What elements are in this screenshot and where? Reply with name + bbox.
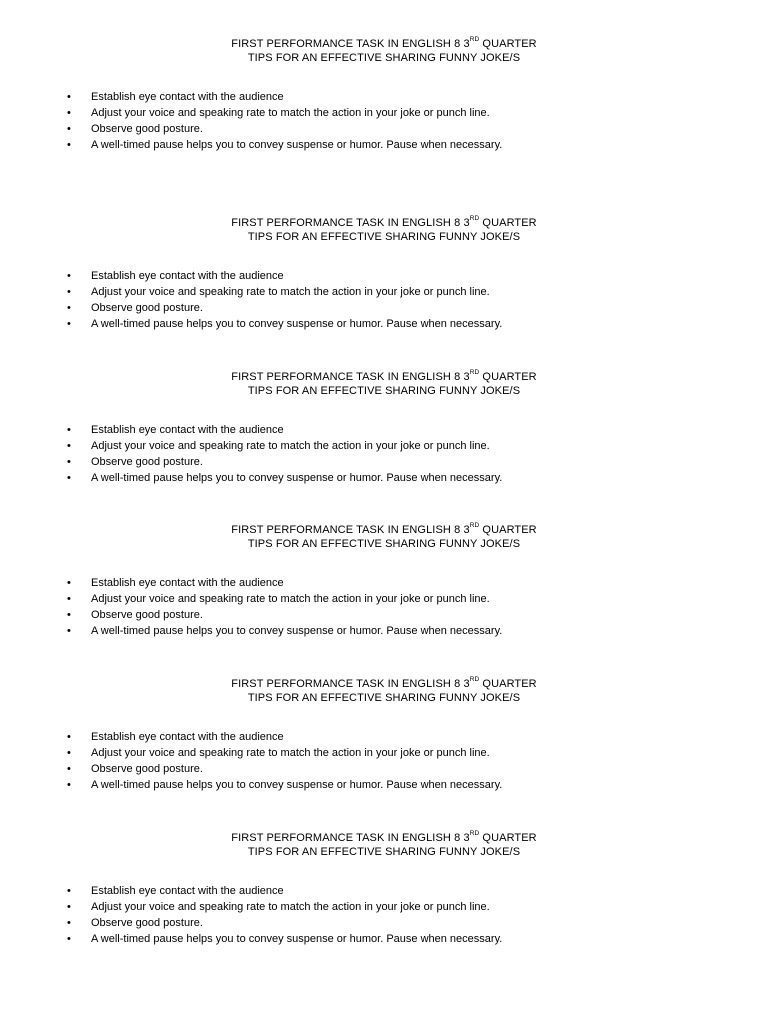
list-item bbox=[0, 761, 768, 777]
bullet-icon: • bbox=[67, 270, 71, 282]
tip-text: Establish eye contact with the audience bbox=[91, 91, 284, 103]
bullet-icon: • bbox=[67, 609, 71, 621]
heading-line-2: TIPS FOR AN EFFECTIVE SHARING FUNNY JOKE/S bbox=[247, 231, 521, 243]
tip-text: A well-timed pause helps you to convey suspense or humor. Pause when necessary. bbox=[91, 625, 503, 637]
tip-text: Adjust your voice and speaking rate to match the action in your joke or punch line. bbox=[91, 901, 490, 913]
list-item bbox=[0, 931, 768, 947]
heading-superscript: RD bbox=[469, 36, 480, 44]
heading-line-2: TIPS FOR AN EFFECTIVE SHARING FUNNY JOKE/S bbox=[247, 538, 521, 550]
tip-text: Observe good posture. bbox=[91, 456, 203, 468]
list-item bbox=[0, 268, 768, 284]
tip-text: A well-timed pause helps you to convey suspense or humor. Pause when necessary. bbox=[91, 472, 503, 484]
bullet-icon: • bbox=[67, 625, 71, 637]
heading-superscript: RD bbox=[469, 369, 480, 377]
bullet-icon: • bbox=[67, 731, 71, 743]
tip-text: A well-timed pause helps you to convey suspense or humor. Pause when necessary. bbox=[91, 779, 503, 791]
bullet-icon: • bbox=[67, 779, 71, 791]
heading-line-1-suffix: QUARTER bbox=[479, 678, 537, 690]
bullet-icon: • bbox=[67, 123, 71, 135]
heading-line-2: TIPS FOR AN EFFECTIVE SHARING FUNNY JOKE/S bbox=[247, 385, 521, 397]
heading-line-1-text: FIRST PERFORMANCE TASK IN ENGLISH 8 3 bbox=[231, 832, 470, 844]
list-item bbox=[0, 422, 768, 438]
bullet-icon: • bbox=[67, 440, 71, 452]
bullet-icon: • bbox=[67, 747, 71, 759]
heading-superscript: RD bbox=[469, 215, 480, 223]
tip-text: Establish eye contact with the audience bbox=[91, 424, 284, 436]
bullet-icon: • bbox=[67, 472, 71, 484]
heading-line-1 bbox=[0, 370, 768, 384]
tips-list bbox=[0, 729, 768, 793]
list-item bbox=[0, 575, 768, 591]
tip-text: Establish eye contact with the audience bbox=[91, 577, 284, 589]
heading-superscript: RD bbox=[469, 830, 480, 838]
list-item bbox=[0, 105, 768, 121]
list-item bbox=[0, 121, 768, 137]
heading-line-1 bbox=[0, 831, 768, 845]
bullet-icon: • bbox=[67, 577, 71, 589]
list-item bbox=[0, 454, 768, 470]
tip-text: Observe good posture. bbox=[91, 763, 203, 775]
bullet-icon: • bbox=[67, 286, 71, 298]
bullet-icon: • bbox=[67, 424, 71, 436]
heading-line-1 bbox=[0, 677, 768, 691]
bullet-icon: • bbox=[67, 901, 71, 913]
heading-line-1-text: FIRST PERFORMANCE TASK IN ENGLISH 8 3 bbox=[231, 217, 470, 229]
list-item bbox=[0, 470, 768, 486]
bullet-icon: • bbox=[67, 139, 71, 151]
bullet-icon: • bbox=[67, 933, 71, 945]
heading-superscript: RD bbox=[469, 522, 480, 530]
tip-text: Establish eye contact with the audience bbox=[91, 885, 284, 897]
bullet-icon: • bbox=[67, 593, 71, 605]
tip-text: Adjust your voice and speaking rate to match the action in your joke or punch line. bbox=[91, 286, 490, 298]
list-item bbox=[0, 915, 768, 931]
bullet-icon: • bbox=[67, 456, 71, 468]
heading-line-1-text: FIRST PERFORMANCE TASK IN ENGLISH 8 3 bbox=[231, 678, 470, 690]
heading-line-1-text: FIRST PERFORMANCE TASK IN ENGLISH 8 3 bbox=[231, 371, 470, 383]
bullet-icon: • bbox=[67, 763, 71, 775]
bullet-icon: • bbox=[67, 318, 71, 330]
list-item bbox=[0, 777, 768, 793]
bullet-icon: • bbox=[67, 302, 71, 314]
tips-list bbox=[0, 575, 768, 639]
list-item bbox=[0, 729, 768, 745]
tip-text: Adjust your voice and speaking rate to match the action in your joke or punch line. bbox=[91, 747, 490, 759]
heading-superscript: RD bbox=[469, 676, 480, 684]
list-item bbox=[0, 623, 768, 639]
heading-line-1 bbox=[0, 523, 768, 537]
tip-text: Adjust your voice and speaking rate to match the action in your joke or punch line. bbox=[91, 107, 490, 119]
tip-text: A well-timed pause helps you to convey suspense or humor. Pause when necessary. bbox=[91, 318, 503, 330]
tip-text: Observe good posture. bbox=[91, 302, 203, 314]
heading-line-1-suffix: QUARTER bbox=[479, 217, 537, 229]
heading-line-1 bbox=[0, 216, 768, 230]
list-item bbox=[0, 284, 768, 300]
tip-text: Establish eye contact with the audience bbox=[91, 270, 284, 282]
heading-line-1-suffix: QUARTER bbox=[479, 371, 537, 383]
heading-line-2: TIPS FOR AN EFFECTIVE SHARING FUNNY JOKE/S bbox=[247, 846, 521, 858]
tips-list bbox=[0, 883, 768, 947]
bullet-icon: • bbox=[67, 107, 71, 119]
heading-line-2: TIPS FOR AN EFFECTIVE SHARING FUNNY JOKE/S bbox=[247, 52, 521, 64]
list-item bbox=[0, 89, 768, 105]
tip-text: A well-timed pause helps you to convey suspense or humor. Pause when necessary. bbox=[91, 933, 503, 945]
list-item bbox=[0, 316, 768, 332]
tips-list bbox=[0, 268, 768, 332]
tip-text: Observe good posture. bbox=[91, 917, 203, 929]
bullet-icon: • bbox=[67, 917, 71, 929]
tip-text: Establish eye contact with the audience bbox=[91, 731, 284, 743]
list-item bbox=[0, 899, 768, 915]
heading-line-1-text: FIRST PERFORMANCE TASK IN ENGLISH 8 3 bbox=[231, 524, 470, 536]
heading-line-2: TIPS FOR AN EFFECTIVE SHARING FUNNY JOKE/S bbox=[247, 692, 521, 704]
tip-text: Adjust your voice and speaking rate to match the action in your joke or punch line. bbox=[91, 440, 490, 452]
list-item bbox=[0, 300, 768, 316]
heading-line-1 bbox=[0, 37, 768, 51]
list-item bbox=[0, 137, 768, 153]
tip-text: Observe good posture. bbox=[91, 609, 203, 621]
list-item bbox=[0, 745, 768, 761]
list-item bbox=[0, 607, 768, 623]
tip-text: Adjust your voice and speaking rate to match the action in your joke or punch line. bbox=[91, 593, 490, 605]
bullet-icon: • bbox=[67, 885, 71, 897]
heading-line-1-suffix: QUARTER bbox=[479, 38, 537, 50]
bullet-icon: • bbox=[67, 91, 71, 103]
list-item bbox=[0, 591, 768, 607]
tip-text: A well-timed pause helps you to convey suspense or humor. Pause when necessary. bbox=[91, 139, 503, 151]
heading-line-1-suffix: QUARTER bbox=[479, 832, 537, 844]
list-item bbox=[0, 438, 768, 454]
heading-line-1-suffix: QUARTER bbox=[479, 524, 537, 536]
tip-text: Observe good posture. bbox=[91, 123, 203, 135]
list-item bbox=[0, 883, 768, 899]
tips-list bbox=[0, 422, 768, 486]
heading-line-1-text: FIRST PERFORMANCE TASK IN ENGLISH 8 3 bbox=[231, 38, 470, 50]
tips-list bbox=[0, 89, 768, 153]
